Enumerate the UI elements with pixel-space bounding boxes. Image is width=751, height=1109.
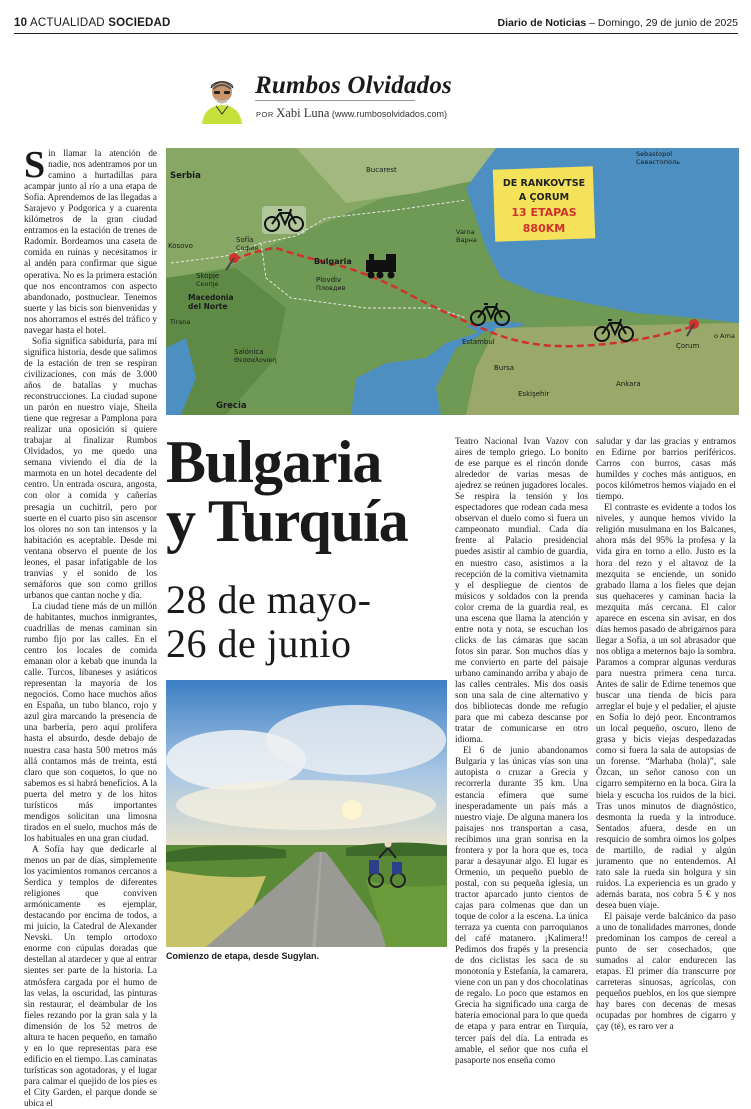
label-estambul: Estambul — [462, 338, 495, 346]
note-line2: A ÇORUM — [518, 192, 570, 203]
photo-cloud — [266, 705, 446, 775]
paragraph-text: in llamar la atención de nadie, nos adentramos por un camino a hurtadillas para acampar junto al río a una etapa de Sofía. Aprendemos de las llegadas a Sarajevo y Podgorica y a cuarenta kilómetros de la gran ciudad entramos en la estación de trenes de Radomir. Bordeamos una caseta de comida en ruinas y necesitamos ir al andén para confirmar que sigue operativa. No es la primera estación que nos encontramos con aspecto abandonado, postnuclear. Tenemos suerte y las bicis son bienvenidas y nos ahorramos el estrés del tráfico y navegar hasta el hotel. — [24, 148, 157, 335]
paragraph: La ciudad tiene más de un millón de habitantes, muchos inmigrantes, cuadrillas de menas caminan sin rumbo fijo por las calles. En el centro los locales de comida emanan olor a kebab que inunda la calle. Turcos, libaneses y asiáticos representan la mayoría de los negocios. Como hace muchos años en España, un tubo blanco, rojo y azul gira marcando la presencia de una barbería, pero aquí prolifera hasta el absurdo, desde debajo de nuestra casa hasta 500 metros más allá contamos más de treinta, está claro que son coquetos, lo que no sabemos es si habrá beneficios. A la puerta del metro y de los hitos turísticos más importantes mendigos solicitan una limosna tirados en el suelo, muchos más de los habituales en una gran ciudad. — [24, 600, 157, 843]
label-plovdiv-cyr: Пловдив — [316, 284, 346, 292]
column-series-title: Rumbos Olvidados — [255, 72, 452, 99]
label-tirana: Tirana — [170, 318, 191, 326]
label-plovdiv: Plovdiv — [316, 276, 342, 284]
label-eskisehir: Eskişehir — [518, 390, 550, 398]
date-range-line1: 28 de mayo- — [166, 577, 372, 622]
paragraph: saludar y dar las gracias y entramos en Edirne por barrios periféricos. Carros con burros, casas más humildes y coches más antiguos, en pocos kilómetros hemos viajado en el tiempo. — [596, 436, 736, 502]
paragraph: El paisaje verde balcánico da paso a uno de tonalidades marrones, donde predominan los campos de cereal a punto de ser cosechados, que sumados al calor endurecen las etapas. El primer día transcurre por carreteras sinuosas, agrícolas, con pequeños pueblos, en los que siempre hay bares con decenas de mesas ocupadas por hombres de cigarro y çay (té), es raro ver a — [596, 911, 736, 1032]
label-bursa: Bursa — [494, 364, 515, 372]
label-amasya: o Ama — [714, 332, 735, 340]
article-column-3 — [596, 436, 736, 1033]
label-serbia: Serbia — [170, 171, 201, 181]
section-label — [14, 17, 171, 29]
label-sevastopol-cyr: Севастополь — [636, 158, 680, 166]
label-salonica-cyr: Θεσσαλονίκη — [234, 356, 277, 364]
note-line3: 13 ETAPAS — [511, 206, 577, 219]
paragraph: Teatro Nacional Ivan Vazov con aires de templo griego. Lo bonito de ese parque es el rincón donde alrededor de varias mesas de ajedrez se reúnen jugadores locales. Se respira la tensión y los espectadores que rodean cada mesa observan el duelo como si fuera un campeonato mundial. Cada día frente al Palacio presidencial puedes asistir al cambio de guardia, en nuestro caso, asistimos a la recepción de la comitiva vietnamita y el despliegue de cientos de músicos y soldados con la prenda color crema de la guardia real, es una escena que llama la atención y entre nota y nota, se escuchan los clicks de las cámaras que sacan fotos sin parar. Son muchos días y me convierto en parte del paisaje urbano caminando arriba y abajo de las calles centrales. Mis dos oasis son una sala de cine alternativo y dos bibliotecas donde me refugio para que mi cabeza descanse por tratar de comunicarse en otro idioma. — [455, 436, 588, 745]
label-corum: Çorum — [676, 342, 700, 350]
section-actualidad: ACTUALIDAD — [29, 17, 105, 29]
label-sofia-cyr: София — [236, 244, 259, 252]
paragraph: Sofía significa sabiduría, para mí significa historia, desde que salimos de la estación de tren se respiran civilizaciones, con más de 3.000 años de batallas y muchas reconstrucciones. La ciudad supone un parón en nuestro viaje, Sheila tiene que regresar a Pamplona para realizar una oposición si quiere trabajar al finalizar Rumbos Olvidados, yo me quedo una semana viviendo el día de la marmota en un hotel decadente del centro. Un entrada oscura, angosta, con olor a comida y cañerías presagia un cuchitril, pero por suerte en el cuarto piso sin ascensor los olores no son tan intensos y la habitación es aceptable. Desde mi ventana observo el puente de los leones, el pasar infatigable de los tranvías y el sonido de los semáforos que son como grillos urbanos que cantan noche y día. — [24, 335, 157, 600]
note-line4: 880KM — [522, 222, 566, 235]
page-header — [14, 14, 738, 34]
note-line1: DE RANKOVTSE — [502, 178, 586, 189]
label-macedonia: Macedonia — [188, 293, 234, 302]
label-bulgaria: Bulgaria — [314, 257, 352, 266]
route-map — [166, 148, 739, 415]
paper-name: Diario de Noticias — [497, 17, 587, 29]
author-byline — [256, 106, 447, 121]
paper-info — [498, 17, 738, 29]
photo-caption: Comienzo de etapa, desde Sugylan. — [166, 951, 320, 961]
paragraph: El 6 de junio abandonamos Bulgaria y las únicas vías son una autopista o cruzar a Grecia y recorrerla durante 35 km. Una estancia efímera que sume inesperadamente un país más a nuestro viaje. De alguna manera los paisajes nos transportan a casa, recibimos una gran sonrisa en la frontera y por la hora que es, toca parar a desayunar algo. El lugar es Ormenio, un pequeño pueblo de postal, con su pequeña iglesia, un tractor aparcado junto cientos de cajas para colmenas que dan un toque de color a la escena. La única terraza ya cuenta con parroquianos del café matanero. ¡Kalimera!! Pedimos dos frapés y la presencia de dos ciclistas les saca de su monotonía y Estefanía, la camarera, viene con un pan y dos chocolatinas de regalo. Lo poco que estamos en Grecia ha significado una carga de batería emocional para lo que queda de etapa y para entrar en Turquía, tercer país del día. La entrada es amable, el señor que nos cuña el pasaporte nos enseña como — [455, 745, 588, 1065]
paragraph — [24, 144, 157, 336]
headline-line2: y Turquía — [166, 488, 408, 554]
label-varna: Varna — [456, 228, 475, 236]
author-name: Xabi Luna — [276, 106, 330, 120]
section-sociedad: SOCIEDAD — [108, 17, 171, 29]
label-bucarest: Bucarest — [366, 166, 397, 174]
author-avatar — [196, 72, 248, 124]
drop-cap: S — [24, 144, 46, 186]
author-prefix: POR — [256, 110, 274, 119]
route-note — [493, 166, 595, 241]
headline-line1: Bulgaria — [166, 429, 382, 495]
article-column-1 — [24, 144, 157, 1109]
paragraph: A Sofía hay que dedicarle al menos un par de días, simplemente los yacimientos romanos cercanos a Serdica y templos de diferentes religiones que conviven armónicamente es ejemplar, destacando por encima de todos, a mi juicio, la Catedral de Alexander Nevski. Un templo ortodoxo enorme con cúpulas doradas que destellan al atardecer y que al entrar sientes ser parte de la historia. La atmósfera cargada por el humo de las velas, la oscuridad, las pinturas sin restaurar, el deambular de los fieles rezando por la gran sala y la dimensión de los 52 metros de altura te hacen pequeño, en tamaño y en lo que representas para ese edificio en el tiempo. Las caminatas turísticas son agotadoras, y el lugar para calmar el quejido de los pies es el City Garden, el parque donde se ubica el — [24, 843, 157, 1109]
page-number: 10 — [14, 17, 28, 29]
article-column-2 — [455, 436, 588, 1066]
label-skopje: Skopje — [196, 272, 220, 280]
label-sevastopol: Sebastopol — [636, 150, 673, 158]
paragraph: El contraste es evidente a todos los niveles, y aunque hemos vivido la religión musulmana en los Balcanes, ahora más del 95% la profesa y la vida gira en torno a ello. Justo es la hora del rezo y el altavoz de la mezquita se enciende, un sonido grabado llama a los fieles que dejan sus quehaceres y caminan hacia la mezquita más cercana. El calor aparece en escena sin avisar, en dos días hemos pasado de abrigarnos para llegar a Sofía, a un sol abrasador que nos obliga a meternos bajo la sombra. Paramos a comprar algunas verduras para nuestra primera cena turca. Antes de salir de Edirne tenemos que buscar una tienda de bicis para arreglar el buje y el pedalier, el ajuste en Sofía lo dejó peor. Encontramos un local pequeño, oscuro, lleno de grasa y bicis viejas despedazadas como si fuera la sala de autopsias de un forense. “Marhaba (hola)”, sale Özcan, un señor canoso con un cigarro sempiterno en la boca. Gira la biela y escucha los ruidos de la bici. Tras unos minutos de diagnóstico, desmonta la rueda y la introduce. Sentados afuera, desde en un resquicio de sombra oímos los golpes de martillo, de radial y algún juramento que no entendemos. Al rato sale la rueda sin holgura y sin ruidos. La experiencia es un grado y además barata, nos cobra 5 € y nos desea buen viaje. — [596, 502, 736, 910]
photo-cloud — [176, 780, 436, 830]
label-kosovo: Kosovo — [168, 242, 193, 250]
byline-divider — [255, 100, 415, 101]
label-varna-cyr: Варна — [456, 236, 477, 244]
label-skopje-cyr: Скопје — [196, 280, 219, 288]
issue-date: – Domingo, 29 de junio de 2025 — [586, 17, 738, 29]
label-ankara: Ankara — [616, 380, 641, 388]
photo-sun — [342, 800, 362, 820]
author-site: (www.rumbosolvidados.com) — [331, 109, 447, 119]
bicycle-icon — [262, 206, 306, 234]
label-salonica: Salónica — [234, 348, 264, 356]
date-range-line2: 26 de junio — [166, 621, 352, 666]
label-sofia: Sofía — [236, 236, 254, 244]
label-grecia: Grecia — [216, 401, 247, 411]
label-del-norte: del Norte — [188, 302, 228, 311]
article-photo — [166, 680, 447, 947]
